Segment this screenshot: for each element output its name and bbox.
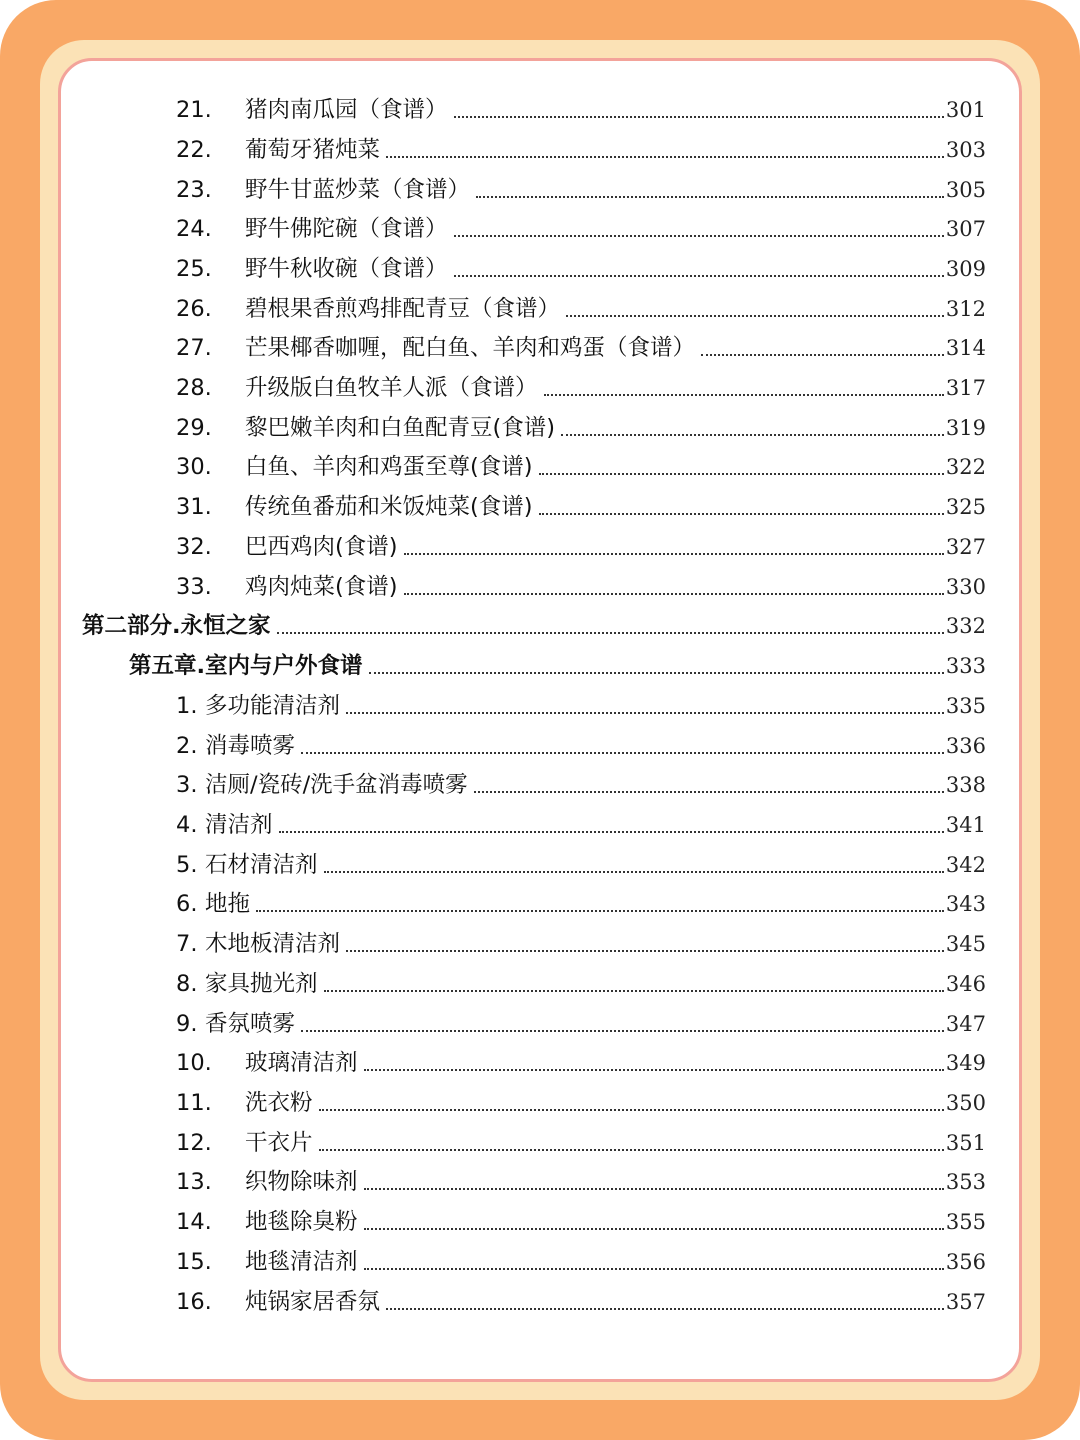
toc-entry[interactable] [176, 1128, 986, 1158]
toc-entry[interactable] [176, 413, 986, 443]
toc-entry-page: 338 [945, 773, 986, 797]
toc-entry-title: 干衣片 [245, 1130, 313, 1156]
toc-entry[interactable] [176, 333, 986, 363]
toc-entry[interactable] [176, 889, 986, 919]
dot-leader [544, 394, 944, 396]
toc-entry-number: 24. [176, 216, 212, 242]
toc-entry[interactable] [176, 731, 986, 761]
dot-leader [474, 791, 944, 793]
toc-entry-page: 356 [945, 1250, 986, 1274]
dot-leader [561, 434, 944, 436]
toc-entry-page: 351 [945, 1131, 986, 1155]
toc-entry-page: 303 [945, 138, 986, 162]
toc-entry[interactable] [176, 850, 986, 880]
toc-entry[interactable] [176, 373, 986, 403]
toc-entry-number: 25. [176, 256, 212, 282]
toc-entry-number: 22. [176, 137, 212, 163]
toc-entry-title: 黎巴嫩羊肉和白鱼配青豆(食谱) [245, 415, 556, 441]
toc-entry[interactable] [176, 294, 986, 324]
toc-entry-page: 301 [945, 98, 986, 122]
dot-leader [404, 593, 944, 595]
toc-entry-number: 26. [176, 296, 212, 322]
dot-leader [301, 1030, 944, 1032]
toc-entry-number: 32. [176, 534, 212, 560]
toc-entry[interactable] [176, 929, 986, 959]
toc-entry-title: 鸡肉炖菜(食谱) [245, 574, 398, 600]
toc-entry-number: 8. [176, 971, 198, 997]
dot-leader [386, 1308, 944, 1310]
dot-leader [539, 513, 944, 515]
toc-entry-title: 地拖 [205, 891, 251, 917]
toc-entry-page: 357 [945, 1290, 986, 1314]
toc-entry-title: 葡萄牙猪炖菜 [245, 137, 381, 163]
toc-entry-number: 23. [176, 177, 212, 203]
toc-entry[interactable] [176, 95, 986, 125]
toc-entry[interactable] [176, 810, 986, 840]
toc-entry-number: 31. [176, 494, 212, 520]
toc-entry-page: 345 [945, 932, 986, 956]
toc-entry-title: 石材清洁剂 [205, 852, 318, 878]
dot-leader [539, 473, 944, 475]
toc-entry-number: 7. [176, 931, 198, 957]
toc-entry-number: 9. [176, 1011, 198, 1037]
toc-entry[interactable] [176, 969, 986, 999]
toc-entry-page: 350 [945, 1091, 986, 1115]
toc-entry-number: 1. [176, 693, 198, 719]
dot-leader [364, 1188, 944, 1190]
toc-entry-page: 335 [945, 694, 986, 718]
toc-entry[interactable] [176, 492, 986, 522]
toc-entry-title: 第五章.室内与户外食谱 [129, 653, 363, 679]
toc-entry-number: 11. [176, 1090, 212, 1116]
toc-entry-page: 349 [945, 1051, 986, 1075]
dot-leader [476, 196, 944, 198]
dot-leader [256, 910, 944, 912]
toc-entry-number: 16. [176, 1289, 212, 1315]
toc-entry-title: 香氛喷雾 [205, 1011, 296, 1037]
toc-entry-number: 15. [176, 1249, 212, 1275]
toc-entry-page: 347 [945, 1012, 986, 1036]
toc-entry-title: 清洁剂 [205, 812, 273, 838]
dot-leader [324, 990, 944, 992]
toc-entry-number: 4. [176, 812, 198, 838]
toc-entry[interactable] [176, 1247, 986, 1277]
toc-part-heading[interactable] [82, 611, 986, 641]
toc-entry-title: 巴西鸡肉(食谱) [245, 534, 398, 560]
dot-leader [319, 1149, 944, 1151]
toc-entry-number: 6. [176, 891, 198, 917]
toc-entry-page: 312 [945, 297, 986, 321]
toc-entry-title: 多功能清洁剂 [205, 693, 341, 719]
dot-leader [454, 275, 944, 277]
dot-leader [454, 116, 944, 118]
toc-entry-title: 野牛佛陀碗（食谱） [245, 216, 448, 242]
toc-entry-page: 332 [945, 614, 986, 638]
toc-entry-title: 芒果椰香咖喱，配白鱼、羊肉和鸡蛋（食谱） [245, 335, 696, 361]
toc-entry[interactable] [176, 452, 986, 482]
toc-entry-number: 28. [176, 375, 212, 401]
dot-leader [369, 672, 944, 674]
toc-entry-title: 炖锅家居香氛 [245, 1289, 381, 1315]
dot-leader [346, 712, 944, 714]
toc-entry-number: 33. [176, 574, 212, 600]
toc-entry-number: 10. [176, 1050, 212, 1076]
toc-entry-title: 洁厕/瓷砖/洗手盆消毒喷雾 [205, 772, 468, 798]
toc-entry-title: 野牛甘蓝炒菜（食谱） [245, 177, 471, 203]
toc-entry-title: 传统鱼番茄和米饭炖菜(食谱) [245, 494, 533, 520]
toc-entry-title: 升级版白鱼牧羊人派（食谱） [245, 375, 538, 401]
toc-entry-title: 白鱼、羊肉和鸡蛋至尊(食谱) [245, 454, 533, 480]
toc-entry-page: 343 [945, 892, 986, 916]
toc-entry-page: 307 [945, 217, 986, 241]
toc-entry-page: 325 [945, 495, 986, 519]
toc-entry-number: 27. [176, 335, 212, 361]
toc-chapter-heading[interactable] [129, 651, 986, 681]
toc-entry-title: 家具抛光剂 [205, 971, 318, 997]
toc-entry-title: 第二部分.永恒之家 [82, 613, 271, 639]
dot-leader [279, 831, 944, 833]
toc-entry-page: 309 [945, 257, 986, 281]
dot-leader [346, 950, 944, 952]
toc-entry[interactable] [176, 1048, 986, 1078]
toc-entry[interactable] [176, 1287, 986, 1317]
toc-entry-title: 碧根果香煎鸡排配青豆（食谱） [245, 296, 561, 322]
toc-entry[interactable] [176, 214, 986, 244]
toc-entry-page: 355 [945, 1210, 986, 1234]
toc-entry-page: 305 [945, 178, 986, 202]
toc-entry[interactable] [176, 175, 986, 205]
toc-entry-title: 木地板清洁剂 [205, 931, 341, 957]
toc-entry-page: 353 [945, 1170, 986, 1194]
toc-entry-page: 327 [945, 535, 986, 559]
dot-leader [404, 553, 944, 555]
toc-entry-number: 21. [176, 97, 212, 123]
dot-leader [454, 235, 944, 237]
toc-entry[interactable] [176, 1207, 986, 1237]
toc-entry[interactable] [176, 1009, 986, 1039]
dot-leader [364, 1228, 944, 1230]
dot-leader [566, 315, 944, 317]
toc-entry[interactable] [176, 532, 986, 562]
toc-entry-title: 地毯除臭粉 [245, 1209, 358, 1235]
toc-entry[interactable] [176, 254, 986, 284]
toc-entry-page: 336 [945, 734, 986, 758]
dot-leader [364, 1268, 944, 1270]
toc-entry-page: 322 [945, 455, 986, 479]
toc-entry-page: 342 [945, 853, 986, 877]
toc-entry-title: 织物除味剂 [245, 1169, 358, 1195]
dot-leader [301, 752, 944, 754]
dot-leader [386, 156, 944, 158]
toc-entry[interactable] [176, 691, 986, 721]
toc-entry-page: 319 [945, 416, 986, 440]
toc-entry-number: 2. [176, 733, 198, 759]
toc-entry[interactable] [176, 135, 986, 165]
dot-leader [319, 1109, 944, 1111]
toc-entry-page: 346 [945, 972, 986, 996]
dot-leader [701, 354, 944, 356]
toc-entry-page: 333 [945, 654, 986, 678]
toc-entry[interactable] [176, 572, 986, 602]
dot-leader [324, 871, 944, 873]
toc-entry-title: 地毯清洁剂 [245, 1249, 358, 1275]
toc-entry-title: 野牛秋收碗（食谱） [245, 256, 448, 282]
toc-entry-number: 12. [176, 1130, 212, 1156]
toc-entry[interactable] [176, 770, 986, 800]
toc-entry-title: 猪肉南瓜园（食谱） [245, 97, 448, 123]
toc-entry-number: 14. [176, 1209, 212, 1235]
toc-entry-title: 玻璃清洁剂 [245, 1050, 358, 1076]
toc-entry-number: 13. [176, 1169, 212, 1195]
toc-entry-number: 3. [176, 772, 198, 798]
dot-leader [364, 1069, 944, 1071]
toc-entry-number: 5. [176, 852, 198, 878]
toc-entry-number: 30. [176, 454, 212, 480]
toc-entry-page: 341 [945, 813, 986, 837]
toc-entry-page: 330 [945, 575, 986, 599]
dot-leader [277, 632, 944, 634]
toc-entry[interactable] [176, 1088, 986, 1118]
toc-entry-title: 消毒喷雾 [205, 733, 296, 759]
toc-entry-number: 29. [176, 415, 212, 441]
toc-entry-page: 317 [945, 376, 986, 400]
toc-entry-title: 洗衣粉 [245, 1090, 313, 1116]
toc-entry[interactable] [176, 1167, 986, 1197]
toc-entry-page: 314 [945, 336, 986, 360]
